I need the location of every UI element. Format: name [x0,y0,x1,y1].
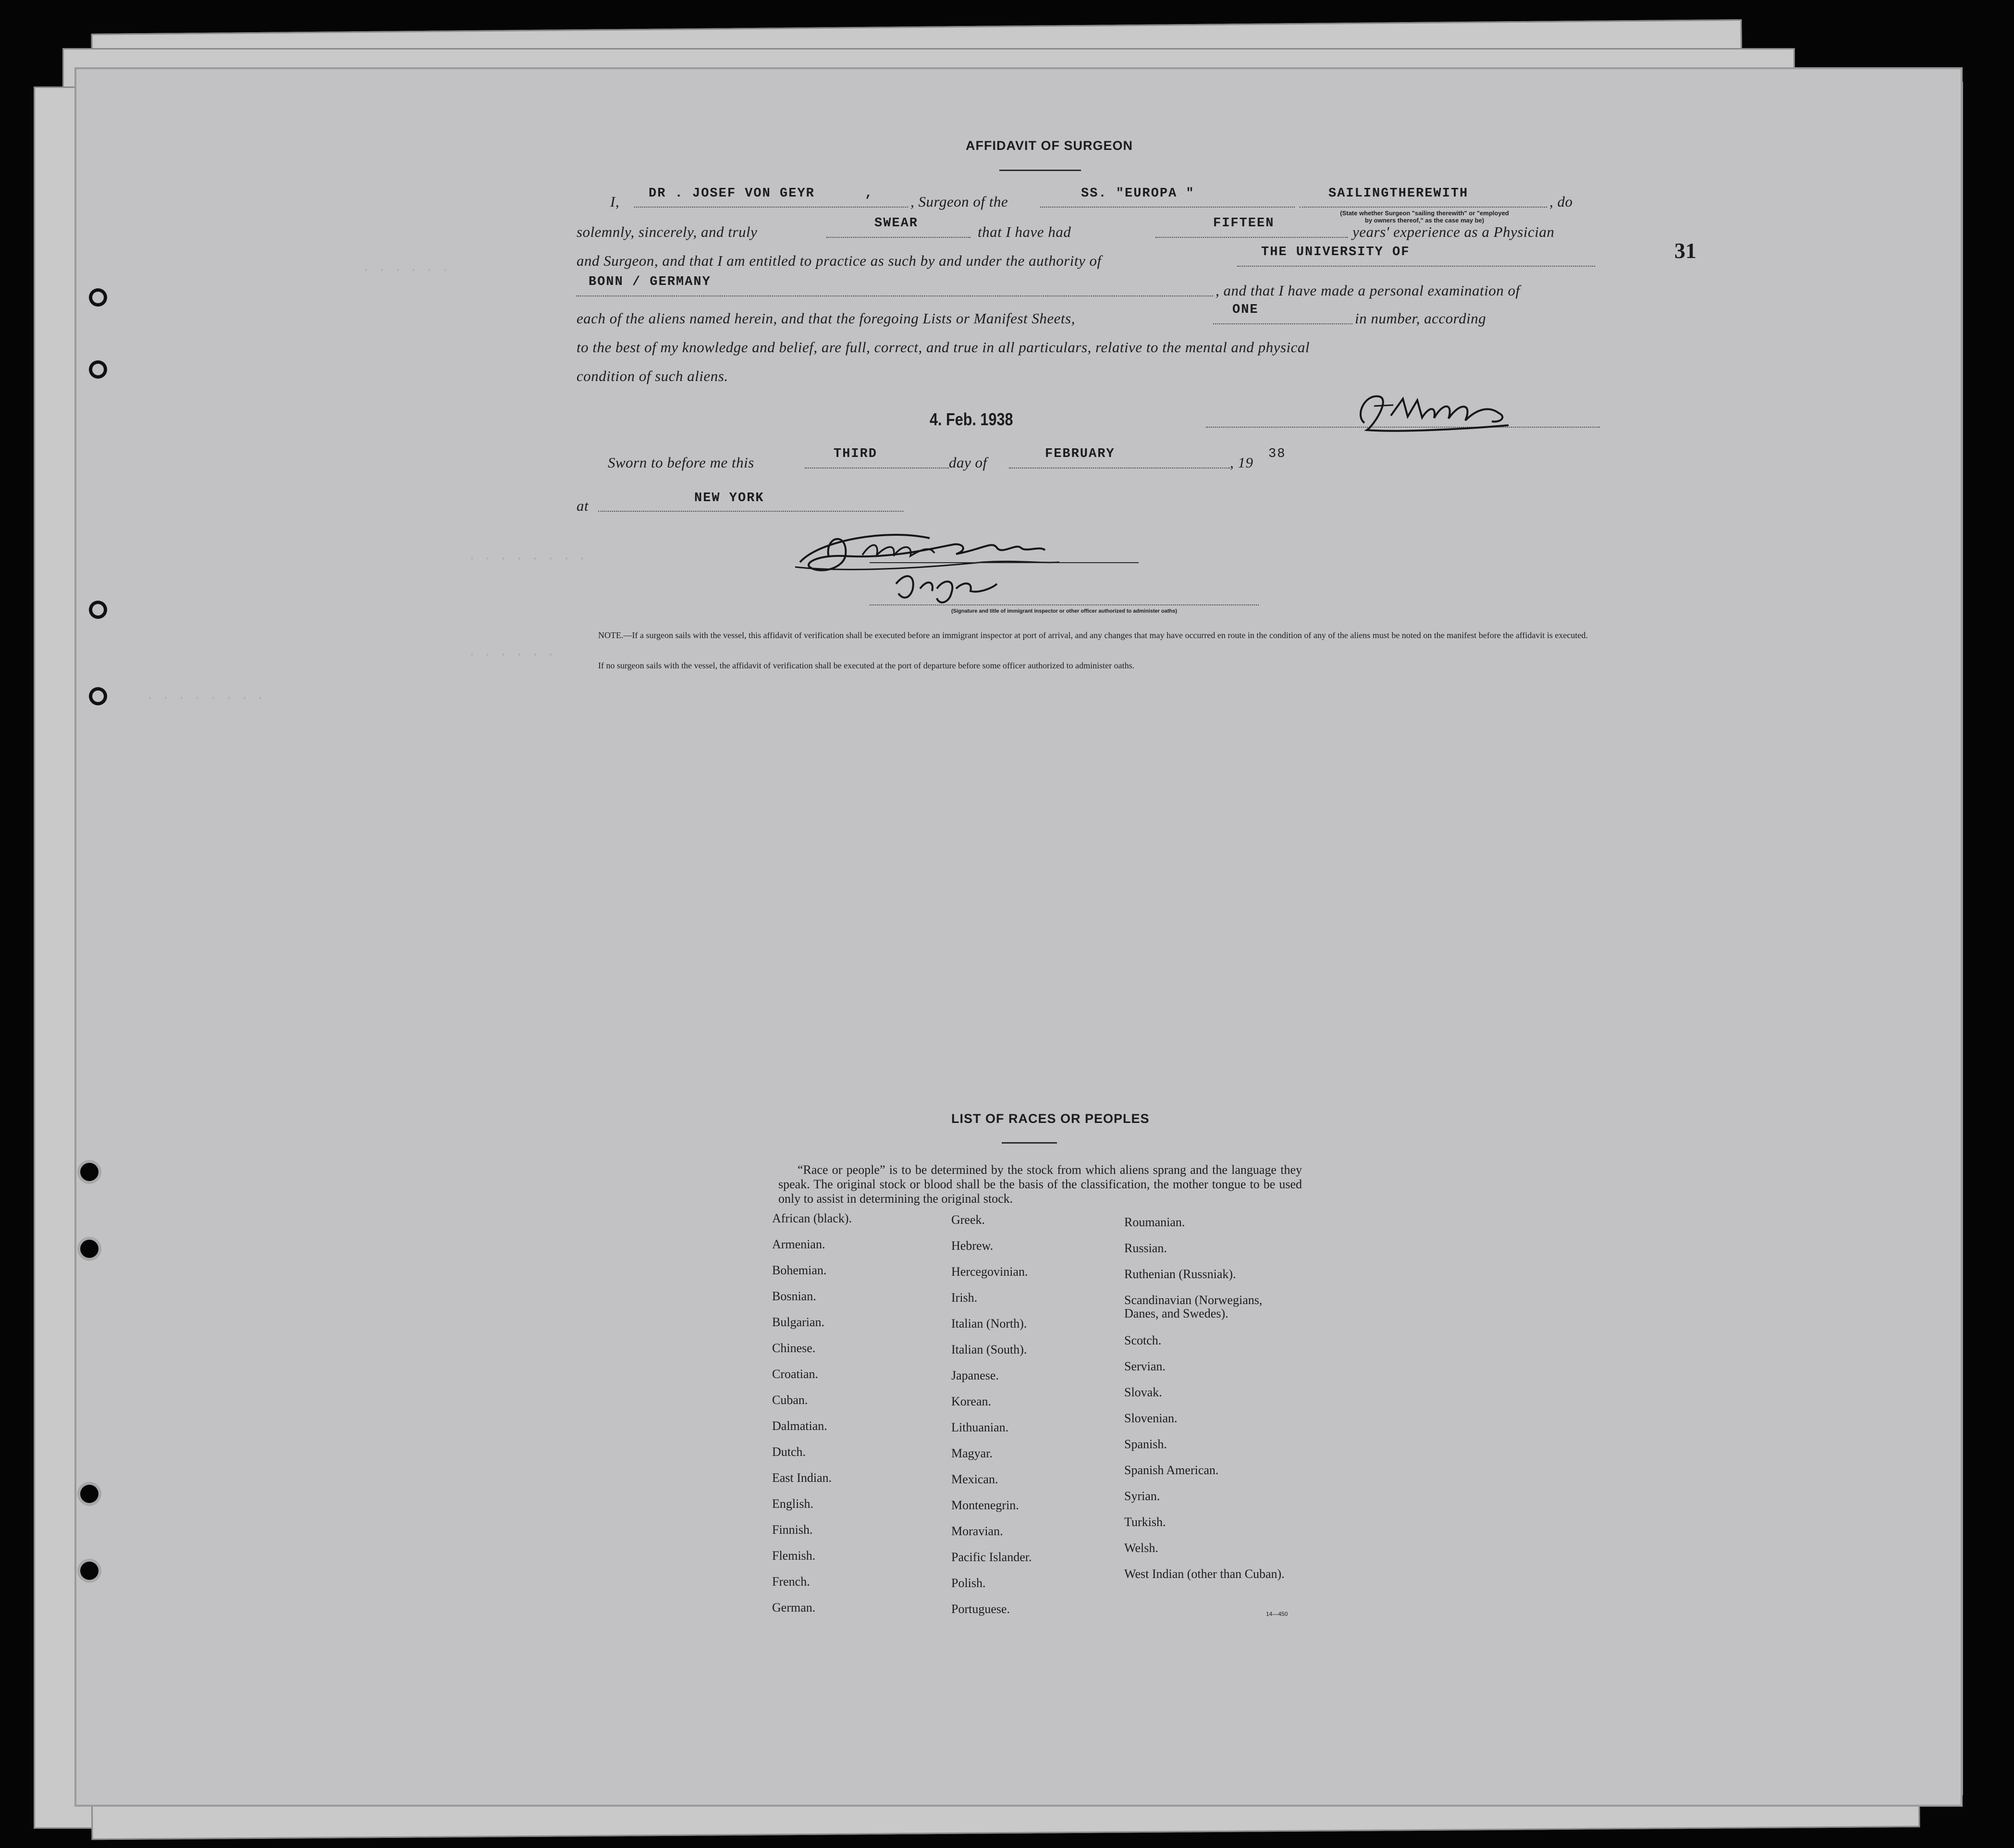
years-experience: FIFTEEN [1213,216,1275,231]
punch-hole [80,1562,98,1580]
punch-hole [89,601,107,619]
race-item: Armenian. [772,1237,825,1251]
races-title-rule [1002,1142,1057,1144]
sworn-place-line [598,511,903,512]
solemnly-label: solemnly, sincerely, and truly [577,223,758,240]
bleed-through-text: · · · · · · · · [468,553,587,566]
surgeon-name-line [634,207,908,208]
manifest-sheets-label: each of the aliens named herein, and that the foregoing Lists or Manifest Sheets, [577,310,1075,327]
race-item: Magyar. [951,1446,993,1460]
bleed-through-text: · · · · · · [363,264,450,277]
note-surgeon-sails: NOTE.—If a surgeon sails with the vessel, this affidavit of verification shall be executed before an immigrant inspector at port of arrival, and any changes that may have occurred en route in the condition of any of the aliens must be noted on the manifest before the affidavit is executed. [598,630,1588,640]
inspector-title-line [870,604,1259,605]
race-item: English. [772,1497,813,1511]
race-item: Croatian. [772,1367,819,1381]
race-item: Hebrew. [951,1239,994,1253]
authority-line2: BONN / GERMANY [589,275,711,289]
surgeon-name: DR . JOSEF VON GEYR [649,186,815,201]
years-had-label: that I have had [978,223,1071,240]
race-item: Portuguese. [951,1602,1010,1616]
surgeon-status: SAILINGTHEREWITH [1328,186,1469,201]
race-item: Welsh. [1124,1541,1158,1555]
do-label: , do [1549,193,1573,210]
sworn-label: Sworn to before me this [608,454,754,471]
vessel-line [1040,207,1295,208]
surgeon-of-label: , Surgeon of the [910,193,1008,210]
inspector-signature-line [870,562,1139,563]
authority-label: and Surgeon, and that I am entitled to practice as such by and under the authority of [577,252,1102,269]
surgeon-name-comma: , [865,186,874,201]
century-label: , 19 [1230,454,1253,471]
sheets-line [1213,323,1352,324]
punch-hole [80,1163,98,1181]
sworn-year: 38 [1268,447,1286,461]
race-item: Dutch. [772,1445,806,1459]
note-no-surgeon: If no surgeon sails with the vessel, the affidavit of verification shall be executed at the port of departure before some officer authorized to administer oaths. [598,661,1135,670]
race-item: Chinese. [772,1341,816,1355]
affidavit-prefix: I, [610,193,620,210]
day-of-label: day of [949,454,987,471]
title-rule [999,170,1081,171]
authority-line1: THE UNIVERSITY OF [1261,245,1410,259]
race-item: Spanish. [1124,1437,1167,1451]
race-item: Moravian. [951,1524,1003,1538]
race-item: Italian (South). [951,1343,1027,1356]
inspector-signature [790,521,1098,610]
races-column-3 [1124,1216,1292,1596]
race-item: African (black). [772,1211,852,1225]
years-physician-label: years' experience as a Physician [1352,223,1555,240]
bleed-through-text: · · · · · · · · [147,692,265,705]
race-item: Slovenian. [1124,1411,1178,1425]
race-item: Pacific Islander. [951,1550,1032,1564]
surgeon-signature [1345,387,1528,437]
race-item: French. [772,1575,810,1589]
sheets-number: ONE [1232,303,1259,317]
races-title: LIST OF RACES OR PEOPLES [951,1111,1150,1126]
manifest-sheet [74,67,1963,1807]
sworn-day: THIRD [834,447,878,461]
race-item: Scotch. [1124,1333,1162,1347]
race-item: West Indian (other than Cuban). [1124,1567,1285,1581]
punch-hole [89,288,107,307]
at-label: at [577,497,589,514]
race-item: Japanese. [951,1368,999,1382]
punch-hole [89,687,107,705]
race-item: Slovak. [1124,1385,1162,1399]
signature-caption: (Signature and title of immigrant inspector or other officer authorized to administer oaths) [951,608,1177,614]
race-item: Spanish American. [1124,1463,1219,1477]
race-item: Cuban. [772,1393,808,1407]
race-item: Bosnian. [772,1289,816,1303]
race-item: Flemish. [772,1549,816,1563]
condition-label: condition of such aliens. [577,368,728,384]
race-item: Syrian. [1124,1489,1160,1503]
race-item: Mexican. [951,1472,998,1486]
race-item: German. [772,1601,816,1614]
punch-hole [89,360,107,379]
race-item: Dalmatian. [772,1419,827,1433]
page-number: 31 [1674,238,1696,263]
race-item: Russian. [1124,1241,1167,1255]
race-item: Lithuanian. [951,1420,1009,1434]
race-item: Bohemian. [772,1263,827,1277]
race-item: Korean. [951,1394,992,1408]
vessel-name: SS. "EUROPA " [1081,186,1195,201]
punch-hole [80,1485,98,1503]
knowledge-label: to the best of my knowledge and belief, are full, correct, and true in all particulars, relative to the mental and physical [577,339,1310,356]
examination-label: , and that I have made a personal examination of [1216,282,1520,299]
authority-line [1237,266,1595,267]
oath-line [826,237,970,238]
race-item: Hercegovinian. [951,1265,1028,1279]
race-item: Polish. [951,1576,986,1590]
sworn-place: NEW YORK [694,491,764,505]
form-number: 14—450 [1266,1611,1288,1617]
status-note: (State whether Surgeon "sailing therewith" or "employed by owners thereof," as the case may be) [1340,209,1509,224]
races-column-2 [951,1213,1134,1628]
affidavit-title: AFFIDAVIT OF SURGEON [966,138,1133,153]
race-item: Ruthenian (Russniak). [1124,1267,1236,1281]
race-item: Scandinavian (Norwegians, Danes, and Swedes). [1124,1293,1263,1320]
punch-hole [80,1240,98,1258]
race-item: Montenegrin. [951,1498,1019,1512]
sworn-month: FEBRUARY [1045,447,1115,461]
years-line [1155,237,1348,238]
race-item: Servian. [1124,1359,1166,1373]
bleed-through-text: · · · · · · [468,649,555,662]
race-item: Greek. [951,1213,985,1227]
race-item: Finnish. [772,1523,813,1537]
race-item: Bulgarian. [772,1315,825,1329]
race-item: East Indian. [772,1471,832,1485]
in-number-label: in number, according [1355,310,1486,327]
races-intro: “Race or people” is to be determined by the stock from which aliens sprang and the language they speak. The original stock or blood shall be the basis of the classification, the mother tongue to be used only to assist in determining the original stock. [778,1163,1302,1206]
race-item: Roumanian. [1124,1215,1185,1229]
race-item: Turkish. [1124,1515,1166,1529]
races-column-1 [772,1212,935,1627]
status-line [1300,207,1547,208]
race-item: Italian (North). [951,1317,1027,1331]
date-stamp: 4. Feb. 1938 [930,409,1013,429]
oath-word: SWEAR [874,216,919,231]
race-item: Irish. [951,1291,978,1305]
